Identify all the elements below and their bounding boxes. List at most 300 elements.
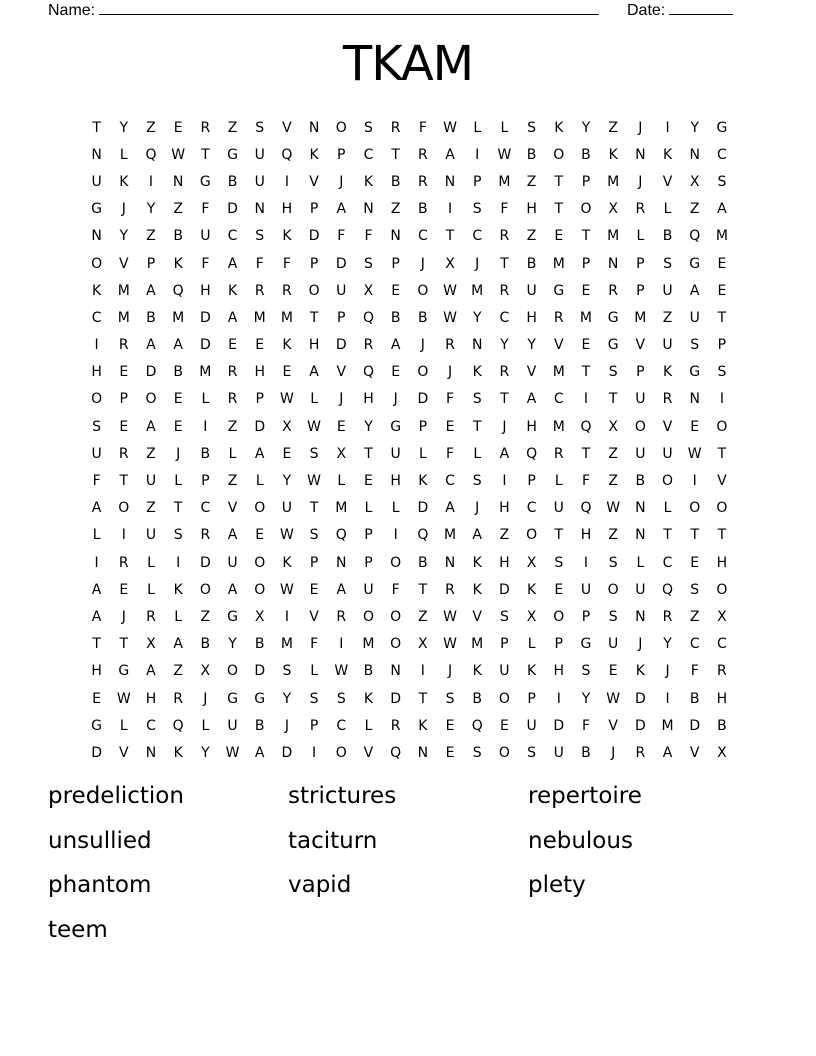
grid-cell: M bbox=[172, 309, 185, 326]
grid-cell: F bbox=[337, 228, 346, 245]
word-list-item: nebulous bbox=[528, 827, 633, 854]
grid-cell: P bbox=[581, 608, 591, 625]
grid-cell: Z bbox=[227, 473, 238, 490]
grid-cell: K bbox=[662, 146, 673, 163]
grid-cell: N bbox=[254, 201, 265, 218]
grid-cell: S bbox=[255, 119, 265, 136]
grid-cell: H bbox=[716, 554, 728, 571]
grid-cell: U bbox=[281, 500, 293, 517]
grid-cell: X bbox=[526, 554, 537, 571]
grid-cell: D bbox=[199, 337, 211, 354]
grid-cell: E bbox=[336, 418, 346, 435]
grid-cell: H bbox=[145, 690, 157, 707]
grid-cell: E bbox=[445, 744, 455, 761]
grid-cell: J bbox=[447, 364, 453, 381]
grid-cell: A bbox=[254, 744, 265, 761]
grid-cell: S bbox=[608, 364, 618, 381]
grid-cell: P bbox=[309, 717, 319, 734]
grid-cell: M bbox=[117, 309, 130, 326]
grid-cell: K bbox=[282, 554, 292, 571]
grid-cell: F bbox=[581, 473, 590, 490]
grid-cell: B bbox=[418, 201, 428, 218]
grid-cell: F bbox=[581, 717, 590, 734]
grid-cell: K bbox=[472, 364, 482, 381]
grid-cell: A bbox=[227, 309, 238, 326]
grid-cell: K bbox=[173, 255, 183, 272]
grid-cell: K bbox=[608, 146, 618, 163]
grid-cell: J bbox=[475, 255, 480, 272]
grid-cell: K bbox=[227, 282, 238, 299]
grid-cell: R bbox=[227, 364, 238, 381]
grid-cell: F bbox=[391, 581, 400, 598]
grid-cell: W bbox=[443, 119, 457, 136]
grid-cell: X bbox=[282, 418, 292, 435]
grid-cell: A bbox=[146, 337, 156, 354]
grid-cell: O bbox=[308, 282, 320, 299]
grid-cell: X bbox=[689, 173, 700, 190]
grid-cell: R bbox=[445, 581, 455, 598]
grid-cell: O bbox=[716, 581, 728, 598]
grid-cell: C bbox=[689, 636, 700, 653]
grid-cell: R bbox=[118, 445, 129, 462]
grid-cell: T bbox=[391, 146, 400, 163]
grid-cell: U bbox=[526, 717, 537, 734]
grid-cell: H bbox=[580, 527, 592, 544]
word-list-item: teem bbox=[48, 916, 108, 943]
grid-cell: Z bbox=[146, 500, 156, 517]
letter-grid bbox=[83, 114, 736, 767]
grid-cell: I bbox=[203, 418, 208, 435]
grid-cell: S bbox=[690, 337, 700, 354]
grid-cell: R bbox=[336, 608, 347, 625]
grid-cell: C bbox=[472, 228, 483, 245]
grid-cell: Z bbox=[200, 608, 211, 625]
grid-cell: I bbox=[121, 527, 126, 544]
grid-cell: T bbox=[92, 636, 101, 653]
grid-cell: L bbox=[663, 500, 672, 517]
grid-cell: E bbox=[173, 391, 183, 408]
grid-cell: D bbox=[145, 364, 157, 381]
grid-cell: I bbox=[420, 663, 425, 680]
grid-cell: A bbox=[173, 636, 183, 653]
grid-cell: D bbox=[634, 717, 646, 734]
grid-cell: O bbox=[498, 690, 510, 707]
grid-cell: M bbox=[280, 636, 293, 653]
grid-cell: X bbox=[608, 418, 618, 435]
grid-cell: K bbox=[472, 663, 482, 680]
grid-cell: P bbox=[581, 255, 591, 272]
grid-cell: B bbox=[200, 445, 211, 462]
grid-cell: U bbox=[145, 527, 157, 544]
grid-cell: K bbox=[282, 337, 292, 354]
grid-cell: M bbox=[199, 364, 212, 381]
grid-cell: S bbox=[717, 364, 727, 381]
grid-cell: T bbox=[173, 500, 183, 517]
grid-cell: B bbox=[581, 146, 591, 163]
grid-cell: Y bbox=[527, 337, 536, 354]
grid-cell: T bbox=[717, 309, 727, 326]
grid-cell: A bbox=[445, 146, 455, 163]
grid-cell: S bbox=[92, 418, 102, 435]
grid-cell: H bbox=[308, 337, 320, 354]
grid-cell: M bbox=[552, 255, 565, 272]
grid-cell: W bbox=[279, 527, 294, 544]
grid-cell: S bbox=[472, 201, 482, 218]
grid-cell: G bbox=[91, 717, 103, 734]
grid-cell: E bbox=[391, 282, 401, 299]
grid-cell: E bbox=[364, 473, 373, 490]
grid-cell: H bbox=[553, 663, 565, 680]
grid-cell: G bbox=[254, 690, 266, 707]
grid-cell: O bbox=[716, 500, 728, 517]
grid-cell: A bbox=[717, 201, 727, 218]
grid-cell: E bbox=[282, 364, 292, 381]
grid-cell: Z bbox=[662, 309, 673, 326]
grid-cell: R bbox=[390, 119, 401, 136]
grid-cell: T bbox=[309, 500, 319, 517]
grid-cell: Z bbox=[227, 418, 238, 435]
grid-cell: W bbox=[307, 473, 322, 490]
grid-cell: E bbox=[554, 228, 564, 245]
grid-cell: T bbox=[663, 527, 672, 544]
grid-cell: I bbox=[284, 173, 289, 190]
grid-cell: R bbox=[118, 554, 129, 571]
grid-cell: T bbox=[554, 173, 564, 190]
grid-cell: J bbox=[339, 173, 344, 190]
grid-cell: O bbox=[335, 744, 347, 761]
grid-cell: P bbox=[472, 173, 482, 190]
grid-cell: R bbox=[499, 282, 510, 299]
grid-cell: I bbox=[475, 146, 480, 163]
grid-cell: D bbox=[417, 391, 429, 408]
grid-cell: S bbox=[472, 744, 482, 761]
grid-cell: K bbox=[662, 364, 673, 381]
grid-cell: O bbox=[227, 663, 239, 680]
grid-cell: X bbox=[200, 663, 211, 680]
grid-cell: I bbox=[94, 554, 99, 571]
grid-cell: D bbox=[553, 717, 565, 734]
grid-cell: L bbox=[636, 228, 645, 245]
grid-cell: Y bbox=[581, 690, 591, 707]
grid-cell: U bbox=[200, 228, 211, 245]
grid-cell: K bbox=[119, 173, 129, 190]
date-line[interactable] bbox=[669, 0, 733, 15]
grid-cell: B bbox=[146, 309, 156, 326]
grid-cell: A bbox=[91, 500, 102, 517]
word-list-item: taciturn bbox=[288, 827, 378, 854]
grid-cell: N bbox=[471, 337, 483, 354]
grid-cell: B bbox=[418, 554, 428, 571]
grid-cell: D bbox=[634, 690, 646, 707]
grid-cell: L bbox=[310, 391, 318, 408]
grid-cell: B bbox=[200, 636, 211, 653]
grid-cell: B bbox=[390, 309, 401, 326]
grid-cell: S bbox=[336, 690, 346, 707]
grid-cell: T bbox=[581, 364, 591, 381]
grid-cell: U bbox=[390, 445, 401, 462]
grid-cell: I bbox=[583, 391, 589, 408]
grid-cell: Q bbox=[689, 228, 701, 245]
date-field[interactable] bbox=[627, 0, 733, 20]
grid-cell: H bbox=[526, 201, 537, 218]
grid-cell: Q bbox=[580, 418, 592, 435]
grid-cell: O bbox=[254, 554, 266, 571]
grid-cell: M bbox=[471, 636, 484, 653]
grid-cell: A bbox=[227, 255, 238, 272]
grid-cell: P bbox=[527, 690, 536, 707]
grid-cell: C bbox=[91, 309, 102, 326]
grid-cell: W bbox=[606, 690, 621, 707]
grid-cell: J bbox=[284, 717, 289, 734]
grid-cell: N bbox=[635, 146, 646, 163]
grid-cell: X bbox=[418, 636, 428, 653]
grid-cell: V bbox=[526, 364, 537, 381]
grid-cell: Y bbox=[201, 744, 210, 761]
grid-cell: R bbox=[227, 391, 238, 408]
grid-cell: L bbox=[201, 391, 210, 408]
grid-cell: L bbox=[147, 554, 155, 571]
grid-cell: A bbox=[91, 581, 102, 598]
grid-cell: P bbox=[119, 391, 128, 408]
grid-cell: L bbox=[174, 608, 183, 625]
grid-cell: C bbox=[717, 636, 727, 653]
grid-cell: R bbox=[363, 337, 374, 354]
grid-cell: L bbox=[201, 717, 210, 734]
grid-cell: I bbox=[502, 473, 507, 490]
grid-cell: I bbox=[148, 173, 154, 190]
grid-cell: H bbox=[716, 690, 728, 707]
grid-cell: M bbox=[552, 364, 565, 381]
grid-cell: A bbox=[689, 282, 700, 299]
grid-cell: V bbox=[472, 608, 482, 625]
grid-cell: F bbox=[201, 255, 210, 272]
word-list-item: unsullied bbox=[48, 827, 152, 854]
grid-cell: T bbox=[418, 581, 428, 598]
grid-cell: P bbox=[636, 282, 645, 299]
grid-cell: E bbox=[445, 717, 455, 734]
grid-cell: A bbox=[390, 337, 401, 354]
grid-cell: B bbox=[418, 309, 428, 326]
grid-cell: Z bbox=[390, 201, 401, 218]
grid-cell: A bbox=[662, 744, 673, 761]
grid-cell: S bbox=[499, 608, 509, 625]
grid-cell: Y bbox=[663, 636, 672, 653]
grid-cell: M bbox=[715, 228, 728, 245]
grid-cell: T bbox=[690, 527, 699, 544]
grid-cell: U bbox=[336, 282, 347, 299]
grid-cell: L bbox=[636, 554, 645, 571]
grid-cell: H bbox=[91, 364, 102, 381]
grid-cell: X bbox=[717, 608, 727, 625]
grid-cell: L bbox=[500, 119, 509, 136]
grid-cell: D bbox=[254, 418, 266, 435]
grid-cell: R bbox=[717, 663, 727, 680]
grid-cell: S bbox=[608, 608, 618, 625]
word-list-item: phantom bbox=[48, 872, 152, 898]
grid-cell: R bbox=[553, 445, 564, 462]
grid-cell: E bbox=[119, 364, 129, 381]
name-field[interactable] bbox=[48, 0, 599, 20]
grid-cell: P bbox=[554, 636, 563, 653]
grid-cell: Z bbox=[608, 445, 618, 462]
grid-cell: Q bbox=[471, 717, 483, 734]
grid-cell: U bbox=[526, 282, 537, 299]
grid-cell: D bbox=[199, 309, 211, 326]
grid-cell: K bbox=[173, 581, 183, 598]
grid-cell: B bbox=[363, 663, 374, 680]
grid-cell: S bbox=[608, 554, 618, 571]
grid-cell: W bbox=[687, 445, 702, 462]
grid-cell: E bbox=[119, 418, 129, 435]
grid-cell: V bbox=[309, 608, 319, 625]
grid-cell: B bbox=[717, 717, 727, 734]
grid-cell: H bbox=[499, 500, 510, 517]
grid-cell: I bbox=[176, 554, 181, 571]
grid-cell: O bbox=[362, 608, 374, 625]
grid-cell: J bbox=[420, 337, 425, 354]
grid-cell: I bbox=[665, 119, 670, 136]
grid-cell: Z bbox=[608, 527, 618, 544]
grid-cell: L bbox=[364, 717, 373, 734]
grid-cell: I bbox=[339, 636, 344, 653]
grid-cell: G bbox=[227, 146, 238, 163]
grid-cell: Q bbox=[281, 146, 293, 163]
grid-cell: J bbox=[475, 500, 480, 517]
grid-cell: V bbox=[227, 500, 238, 517]
grid-cell: Y bbox=[472, 309, 482, 326]
grid-cell: R bbox=[608, 282, 619, 299]
grid-cell: P bbox=[309, 255, 319, 272]
grid-cell: O bbox=[254, 500, 266, 517]
grid-cell: E bbox=[499, 717, 509, 734]
name-line[interactable] bbox=[99, 0, 599, 15]
grid-cell: I bbox=[94, 337, 99, 354]
grid-cell: R bbox=[553, 309, 564, 326]
grid-cell: E bbox=[255, 337, 265, 354]
grid-cell: K bbox=[527, 663, 537, 680]
grid-cell: C bbox=[146, 717, 156, 734]
grid-cell: Q bbox=[172, 717, 184, 734]
grid-cell: W bbox=[443, 309, 457, 326]
grid-cell: G bbox=[390, 418, 402, 435]
grid-cell: E bbox=[92, 690, 102, 707]
grid-cell: G bbox=[716, 119, 728, 136]
grid-cell: N bbox=[417, 744, 429, 761]
grid-cell: O bbox=[580, 201, 592, 218]
grid-cell: C bbox=[200, 500, 211, 517]
grid-cell: P bbox=[636, 255, 645, 272]
word-list-item: strictures bbox=[288, 783, 397, 809]
grid-cell: W bbox=[334, 663, 349, 680]
grid-cell: T bbox=[500, 391, 509, 408]
grid-cell: E bbox=[581, 282, 591, 299]
grid-cell: N bbox=[363, 201, 374, 218]
grid-cell: L bbox=[554, 473, 563, 490]
grid-cell: S bbox=[581, 663, 591, 680]
grid-cell: G bbox=[199, 173, 211, 190]
grid-cell: E bbox=[282, 445, 292, 462]
grid-cell: J bbox=[420, 255, 425, 272]
grid-cell: A bbox=[227, 581, 238, 598]
grid-cell: F bbox=[282, 255, 291, 272]
grid-cell: B bbox=[472, 690, 483, 707]
grid-cell: J bbox=[121, 608, 126, 625]
grid-cell: Q bbox=[362, 364, 374, 381]
grid-cell: J bbox=[665, 663, 670, 680]
grid-cell: N bbox=[336, 554, 347, 571]
grid-cell: C bbox=[499, 309, 510, 326]
grid-cell: T bbox=[500, 255, 509, 272]
grid-cell: T bbox=[581, 228, 591, 245]
grid-cell: O bbox=[553, 146, 565, 163]
grid-cell: E bbox=[717, 255, 727, 272]
grid-cell: R bbox=[417, 146, 428, 163]
grid-cell: O bbox=[417, 282, 429, 299]
grid-cell: R bbox=[445, 337, 455, 354]
grid-cell: S bbox=[554, 554, 564, 571]
grid-cell: S bbox=[309, 690, 319, 707]
grid-cell: J bbox=[339, 391, 344, 408]
grid-cell: M bbox=[661, 717, 674, 734]
grid-cell: O bbox=[91, 391, 103, 408]
grid-cell: W bbox=[116, 690, 131, 707]
grid-cell: G bbox=[91, 201, 103, 218]
grid-cell: V bbox=[635, 337, 646, 354]
grid-cell: T bbox=[364, 445, 373, 462]
grid-cell: T bbox=[201, 146, 210, 163]
grid-cell: I bbox=[393, 527, 398, 544]
grid-cell: S bbox=[364, 119, 373, 136]
grid-cell: P bbox=[391, 255, 400, 272]
grid-cell: V bbox=[689, 744, 700, 761]
grid-cell: N bbox=[635, 608, 646, 625]
grid-cell: N bbox=[689, 391, 700, 408]
grid-cell: D bbox=[499, 581, 510, 598]
grid-cell: W bbox=[171, 146, 186, 163]
grid-cell: Y bbox=[228, 636, 237, 653]
word-list bbox=[48, 778, 768, 956]
grid-cell: O bbox=[634, 418, 646, 435]
grid-cell: R bbox=[635, 744, 646, 761]
grid-cell: E bbox=[228, 337, 237, 354]
grid-cell: R bbox=[200, 119, 211, 136]
grid-cell: V bbox=[309, 173, 319, 190]
grid-cell: H bbox=[526, 309, 537, 326]
grid-cell: O bbox=[390, 636, 402, 653]
grid-cell: U bbox=[662, 445, 673, 462]
grid-cell: A bbox=[146, 282, 156, 299]
grid-cell: L bbox=[337, 473, 346, 490]
grid-cell: P bbox=[527, 473, 536, 490]
grid-cell: U bbox=[662, 282, 673, 299]
grid-cell: B bbox=[635, 473, 646, 490]
grid-cell: J bbox=[611, 744, 616, 761]
grid-cell: U bbox=[580, 581, 592, 598]
grid-cell: Z bbox=[526, 173, 537, 190]
grid-cell: J bbox=[393, 391, 398, 408]
grid-cell: Y bbox=[690, 119, 699, 136]
grid-cell: G bbox=[227, 690, 238, 707]
grid-cell: P bbox=[364, 554, 373, 571]
grid-cell: R bbox=[662, 391, 673, 408]
grid-cell: R bbox=[635, 201, 646, 218]
word-list-item: plety bbox=[528, 872, 586, 898]
grid-cell: R bbox=[146, 608, 156, 625]
grid-cell: S bbox=[173, 527, 183, 544]
grid-cell: T bbox=[472, 418, 482, 435]
grid-cell: Y bbox=[146, 201, 156, 218]
grid-cell: P bbox=[500, 636, 509, 653]
